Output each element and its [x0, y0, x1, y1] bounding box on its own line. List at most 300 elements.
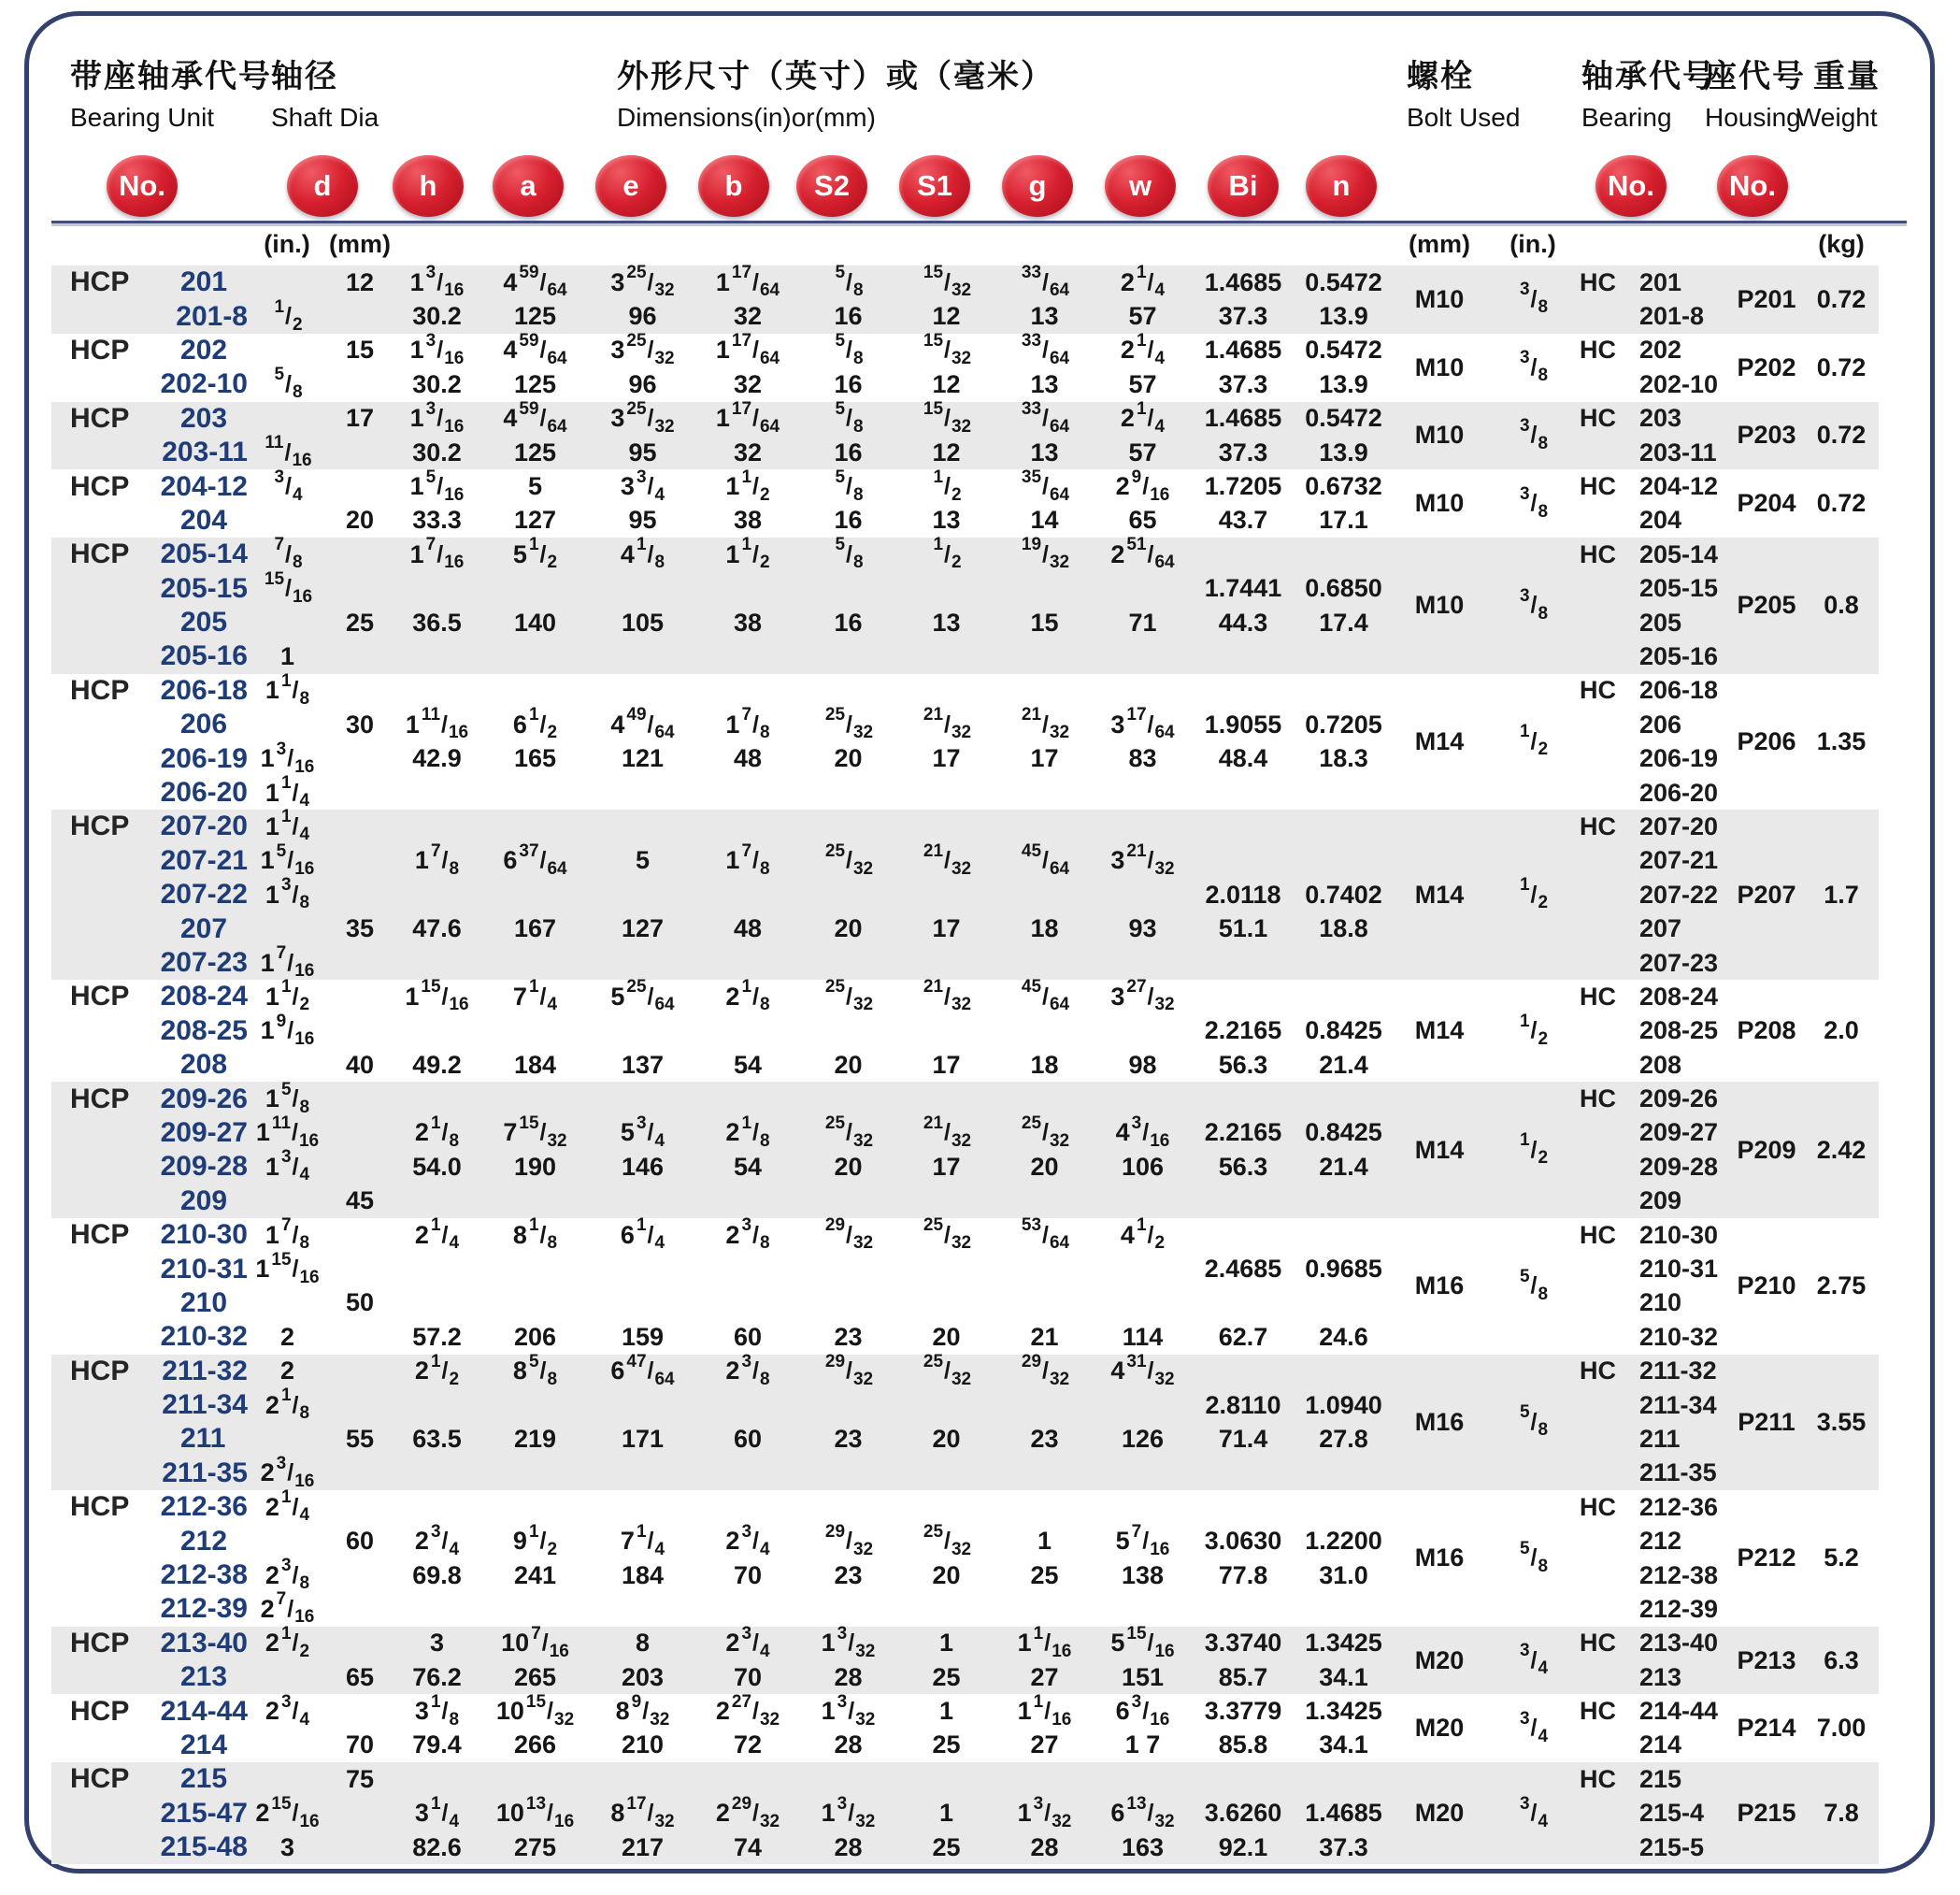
- header-weight: [1796, 56, 1881, 135]
- column-badge-d-1: [287, 155, 358, 217]
- bearing-group: [51, 807, 1879, 981]
- dim-g-mm-value: 27: [1030, 1730, 1059, 1759]
- dim-b-mm-value: 70: [733, 1662, 763, 1691]
- unit-code-prefix: HCP: [70, 1763, 130, 1795]
- bearing-code-number: 209-27: [1639, 1118, 1719, 1147]
- bolt-mm-value: M16: [1414, 1407, 1465, 1436]
- dim-b-in-value: 2 1 / 8: [725, 1113, 770, 1151]
- bearing-code: [1580, 1150, 1729, 1184]
- bearing-code: [1580, 1286, 1729, 1320]
- housing-no-value: P203: [1737, 421, 1796, 450]
- bearing-code-number: 211-34: [1639, 1390, 1717, 1419]
- column-badge-a-3: [493, 155, 564, 217]
- unit-code-number: 214-44: [160, 1695, 248, 1727]
- shaft-dia-in-value: 1 1 / 4: [265, 773, 310, 811]
- dim-bi-mm-value: 92.1: [1218, 1832, 1268, 1861]
- dim-b-in-value: 1 1 / 2: [725, 467, 770, 505]
- bearing-code: [1580, 538, 1729, 571]
- dim-s1-mm-value: 25: [932, 1832, 961, 1861]
- unit-code: [51, 708, 248, 741]
- unit-code-prefix: HCP: [70, 538, 130, 570]
- dim-n-in-value: 0.6732: [1305, 472, 1382, 501]
- unit-code-number: 208-25: [160, 1014, 248, 1046]
- bolt-in-value: 3 / 4: [1519, 1708, 1549, 1746]
- bearing-group: [51, 670, 1879, 811]
- header-bearing-no-en: Bearing: [1581, 103, 1672, 132]
- bearing-code-prefix: HC: [1580, 811, 1616, 840]
- bearing-code-number: 211-35: [1639, 1458, 1717, 1487]
- dim-h-in-value: 1 3 / 16: [409, 398, 465, 437]
- bolt-in-value: 5 / 8: [1519, 1402, 1549, 1441]
- dim-s1-in-value: 21 / 32: [923, 840, 972, 879]
- bearing-code: [1580, 299, 1729, 333]
- dim-e-in-value: 4 49 / 64: [610, 705, 675, 743]
- dim-n-in-value: 0.9685: [1305, 1255, 1382, 1284]
- dim-s2-mm-value: 23: [834, 1322, 863, 1351]
- dim-w-in-value: 2 1 / 4: [1120, 263, 1166, 301]
- bearing-code-number: 205-15: [1639, 574, 1719, 603]
- dim-b-mm-value: 60: [733, 1322, 763, 1351]
- dim-g-in-value: 45 / 64: [1021, 840, 1070, 879]
- bearing-code: [1580, 776, 1729, 810]
- bearing-code: [1580, 606, 1729, 639]
- dim-s2-mm-value: 16: [834, 506, 863, 535]
- unit-code-number: 201: [180, 266, 228, 298]
- dim-h-mm-value: 47.6: [412, 914, 462, 943]
- dim-e-in-value: 5: [635, 846, 651, 875]
- shaft-dia-in-value: 2 1 / 8: [265, 1385, 310, 1424]
- dim-n-in-value: 0.6850: [1305, 574, 1382, 603]
- dim-w-in-value: 4 1 / 2: [1120, 1215, 1166, 1254]
- bearing-code-prefix: HC: [1580, 267, 1616, 296]
- unit-code-prefix: HCP: [70, 811, 130, 842]
- table-body: [51, 263, 1879, 1864]
- dim-n-mm-value: 27.8: [1319, 1424, 1368, 1453]
- bearing-code: [1580, 1252, 1729, 1285]
- unit-code: [51, 1830, 248, 1864]
- housing-no-value: P208: [1737, 1016, 1796, 1045]
- dim-h-mm-value: 82.6: [412, 1832, 462, 1861]
- shaft-dia-in-value: 1 9 / 16: [260, 1011, 315, 1049]
- unit-code: [51, 266, 248, 299]
- dim-e-mm-value: 171: [621, 1424, 665, 1453]
- bearing-group: [51, 469, 1879, 538]
- units-label: (kg): [1818, 230, 1865, 258]
- badge-label: S2: [814, 169, 850, 202]
- bolt-in-value: 3 / 8: [1519, 348, 1549, 386]
- units-label: (in.): [264, 230, 310, 258]
- bearing-code: [1580, 1729, 1729, 1762]
- bearing-code-number: 212: [1639, 1527, 1682, 1556]
- bearing-code-prefix: HC: [1580, 404, 1616, 433]
- bearing-code-prefix: HC: [1580, 676, 1616, 705]
- unit-code: [51, 606, 248, 639]
- unit-code: [51, 1355, 248, 1388]
- bearing-code-prefix: HC: [1580, 1764, 1616, 1793]
- dim-s1-in-value: 1 / 2: [933, 535, 962, 573]
- unit-code-prefix: HCP: [70, 981, 130, 1012]
- column-badge-s1-7: [899, 155, 970, 217]
- bolt-in-value: 3 / 4: [1519, 1641, 1549, 1679]
- dim-a-mm-value: 190: [513, 1152, 557, 1181]
- dim-e-in-value: 5 3 / 4: [620, 1113, 665, 1151]
- shaft-dia-in-value: 1 7 / 8: [265, 1215, 310, 1254]
- dim-bi-in-value: 2.2165: [1204, 1016, 1282, 1045]
- dim-w-mm-value: 83: [1128, 744, 1157, 773]
- dim-b-mm-value: 60: [733, 1424, 763, 1453]
- unit-code-number: 215-48: [160, 1831, 248, 1863]
- dim-s2-mm-value: 16: [834, 369, 863, 398]
- dim-e-mm-value: 96: [628, 369, 657, 398]
- unit-code-number: 203: [180, 402, 228, 434]
- shaft-dia-in-value: 1 3 / 4: [265, 1147, 310, 1185]
- dim-w-mm-value: 106: [1121, 1152, 1165, 1181]
- dim-a-mm-value: 206: [513, 1322, 557, 1351]
- bearing-code: [1580, 1355, 1729, 1388]
- weight-value: 0.72: [1816, 352, 1867, 381]
- bearing-code-number: 202-10: [1639, 369, 1719, 398]
- bearing-code-number: 209: [1639, 1186, 1682, 1215]
- dim-e-in-value: 8 17 / 32: [610, 1793, 675, 1831]
- dim-s2-in-value: 29 / 32: [824, 1351, 874, 1389]
- unit-code: [51, 469, 248, 503]
- dim-b-mm-value: 32: [733, 369, 763, 398]
- dim-n-mm-value: 24.6: [1319, 1322, 1368, 1351]
- bolt-mm-value: M10: [1414, 352, 1465, 381]
- bearing-code-number: 209-26: [1639, 1084, 1719, 1113]
- housing-no-value: P201: [1737, 284, 1796, 313]
- dim-h-in-value: 1 3 / 16: [409, 263, 465, 301]
- dim-s1-in-value: 21 / 32: [923, 1113, 972, 1151]
- dim-s1-in-value: 1 / 2: [933, 467, 962, 505]
- column-badge-w-9: [1105, 155, 1176, 217]
- dim-g-mm-value: 17: [1030, 744, 1059, 773]
- unit-code: [51, 844, 248, 878]
- bearing-code-prefix: HC: [1580, 336, 1616, 365]
- dim-bi-in-value: 3.3740: [1204, 1629, 1282, 1658]
- shaft-dia-in-value: 5 / 8: [274, 365, 303, 403]
- bearing-code: [1580, 266, 1729, 299]
- bearing-code: [1580, 469, 1729, 503]
- housing-no-value: P206: [1737, 726, 1796, 755]
- dim-g-mm-value: 21: [1030, 1322, 1059, 1351]
- dim-b-in-value: 2 27 / 32: [715, 1691, 780, 1730]
- badge-label: b: [724, 169, 743, 202]
- dim-b-in-value: 1 7 / 8: [725, 705, 770, 743]
- unit-code-number: 209: [180, 1184, 228, 1216]
- bearing-code-number: 210-30: [1639, 1220, 1719, 1249]
- bearing-group: [51, 1079, 1879, 1218]
- header-bearing-unit-zh: 带座轴承代号: [70, 59, 272, 94]
- housing-no-value: P204: [1737, 489, 1796, 518]
- column-badge-n-11: [1306, 155, 1377, 217]
- dim-a-in-value: 8 1 / 8: [512, 1215, 558, 1254]
- dim-n-mm-value: 18.8: [1319, 914, 1368, 943]
- dim-w-in-value: 4 3 / 16: [1115, 1113, 1170, 1151]
- dim-a-mm-value: 266: [513, 1730, 557, 1759]
- bearing-code: [1580, 1558, 1729, 1592]
- dim-bi-in-value: 2.4685: [1204, 1255, 1282, 1284]
- dim-s2-mm-value: 16: [834, 608, 863, 637]
- dim-bi-in-value: 3.0630: [1204, 1527, 1282, 1556]
- bearing-code: [1580, 1218, 1729, 1252]
- unit-code: [51, 1252, 248, 1285]
- dim-w-in-value: 6 3 / 16: [1115, 1691, 1170, 1730]
- dim-h-in-value: 2 1 / 2: [414, 1351, 460, 1389]
- dim-e-in-value: 4 1 / 8: [620, 535, 665, 573]
- unit-code-prefix: HCP: [70, 674, 130, 706]
- housing-no-value: P212: [1737, 1543, 1796, 1572]
- dim-g-in-value: 33 / 64: [1021, 263, 1070, 301]
- unit-code-number: 210-30: [160, 1219, 248, 1251]
- dim-s1-in-value: 25 / 32: [923, 1215, 972, 1254]
- dim-s1-in-value: 15 / 32: [923, 330, 972, 368]
- dim-h-in-value: 2 1 / 8: [414, 1113, 460, 1151]
- dim-s2-in-value: 5 / 8: [835, 535, 864, 573]
- dim-e-mm-value: 95: [628, 438, 657, 467]
- weight-value: 3.55: [1816, 1407, 1867, 1436]
- dim-e-in-value: 3 25 / 32: [610, 330, 675, 368]
- dim-b-mm-value: 54: [733, 1152, 763, 1181]
- dim-bi-mm-value: 43.7: [1218, 506, 1268, 535]
- unit-code-prefix: HCP: [70, 470, 130, 502]
- unit-code-prefix: HCP: [70, 1491, 130, 1523]
- column-badge-e-4: [595, 155, 666, 217]
- dim-w-mm-value: 151: [1121, 1662, 1165, 1691]
- bearing-group: [51, 1762, 1879, 1864]
- unit-code: [51, 402, 248, 436]
- dim-s2-in-value: 25 / 32: [824, 1113, 874, 1151]
- dim-b-mm-value: 32: [733, 438, 763, 467]
- dim-a-in-value: 5: [527, 472, 543, 501]
- bearing-code: [1580, 334, 1729, 367]
- unit-code: [51, 1014, 248, 1048]
- dim-h-in-value: 3 1 / 4: [414, 1793, 460, 1831]
- unit-code-number: 211-32: [162, 1355, 248, 1386]
- dim-a-in-value: 4 59 / 64: [503, 263, 567, 301]
- dim-a-mm-value: 127: [513, 506, 557, 535]
- shaft-dia-in-value: 2: [279, 1357, 295, 1385]
- bearing-group: [51, 1351, 1879, 1491]
- dim-s2-in-value: 25 / 32: [824, 840, 874, 879]
- dim-g-mm-value: 13: [1030, 438, 1059, 467]
- unit-code: [51, 1490, 248, 1524]
- dim-g-in-value: 1 3 / 32: [1017, 1793, 1072, 1831]
- dim-n-mm-value: 34.1: [1319, 1662, 1368, 1691]
- header-weight-en: Weight: [1796, 103, 1878, 132]
- bearing-code-number: 205: [1639, 608, 1682, 637]
- housing-no-value: P213: [1737, 1645, 1796, 1674]
- dim-bi-mm-value: 77.8: [1218, 1560, 1268, 1589]
- badge-label: No.: [119, 169, 165, 202]
- dim-e-in-value: 6 47 / 64: [610, 1351, 675, 1389]
- dim-s1-in-value: 25 / 32: [923, 1351, 972, 1389]
- dim-w-in-value: 3 17 / 64: [1110, 705, 1175, 743]
- bearing-code-number: 212-36: [1639, 1492, 1719, 1521]
- bearing-code-number: 208: [1639, 1050, 1682, 1079]
- bearing-code-number: 212-38: [1639, 1560, 1719, 1589]
- header-housing-no-en: Housing: [1705, 103, 1801, 132]
- unit-code-prefix: HCP: [70, 266, 130, 298]
- dim-n-in-value: 1.3425: [1305, 1697, 1382, 1726]
- bearing-group: [51, 977, 1879, 1082]
- bearing-code-number: 203-11: [1639, 438, 1717, 467]
- dim-bi-mm-value: 71.4: [1218, 1424, 1268, 1453]
- shaft-dia-mm-value: 17: [345, 404, 375, 433]
- badge-label: g: [1028, 169, 1047, 202]
- dim-a-mm-value: 140: [513, 608, 557, 637]
- bearing-code-number: 201: [1639, 267, 1682, 296]
- weight-value: 1.35: [1816, 726, 1867, 755]
- dim-a-mm-value: 184: [513, 1050, 557, 1079]
- shaft-dia-in-value: 3 / 4: [274, 467, 303, 505]
- dim-s2-in-value: 5 / 8: [835, 467, 864, 505]
- dim-n-in-value: 1.4685: [1305, 1799, 1382, 1828]
- shaft-dia-in-value: 1: [279, 641, 295, 670]
- dim-n-mm-value: 21.4: [1319, 1152, 1368, 1181]
- dim-s1-in-value: 1: [938, 1629, 954, 1658]
- dim-n-mm-value: 13.9: [1319, 302, 1368, 331]
- bearing-code: [1580, 1830, 1729, 1864]
- bearing-code: [1580, 1762, 1729, 1796]
- dim-s1-mm-value: 20: [932, 1560, 961, 1589]
- dim-w-in-value: 2 9 / 16: [1115, 467, 1170, 505]
- dim-e-in-value: 3 25 / 32: [610, 263, 675, 301]
- dim-bi-mm-value: 51.1: [1218, 914, 1268, 943]
- weight-value: 5.2: [1824, 1543, 1859, 1572]
- unit-code-number: 206: [180, 709, 228, 740]
- shaft-dia-in-value: 11 / 16: [265, 433, 312, 471]
- dim-h-in-value: 1 15 / 16: [405, 977, 469, 1015]
- bearing-code-prefix: HC: [1580, 1357, 1616, 1385]
- dim-s1-in-value: 25 / 32: [923, 1521, 972, 1559]
- bolt-mm-value: M10: [1414, 591, 1465, 620]
- header-bearing-unit-en: Bearing Unit: [70, 103, 215, 132]
- unit-code-number: 210-32: [160, 1321, 248, 1353]
- bearing-code: [1580, 1457, 1729, 1490]
- bearing-code-prefix: HC: [1580, 1492, 1616, 1521]
- bearing-group: [51, 263, 1879, 335]
- unit-code-number: 204: [180, 504, 228, 536]
- badge-label: No.: [1729, 169, 1776, 202]
- dim-a-in-value: 9 1 / 2: [512, 1521, 558, 1559]
- unit-code: [51, 1218, 248, 1252]
- dim-s1-mm-value: 17: [932, 1050, 961, 1079]
- bearing-code: [1580, 1524, 1729, 1558]
- dim-e-in-value: 3 3 / 4: [620, 467, 665, 505]
- unit-code: [51, 1388, 248, 1422]
- unit-code-number: 203-11: [162, 437, 248, 468]
- bearing-code-number: 208-24: [1639, 982, 1719, 1011]
- unit-code-number: 212-38: [160, 1559, 248, 1591]
- unit-code-number: 205-15: [160, 572, 248, 604]
- dim-b-in-value: 2 1 / 8: [725, 977, 770, 1015]
- dim-w-mm-value: 126: [1121, 1424, 1165, 1453]
- shaft-dia-in-value: 1 5 / 8: [265, 1079, 310, 1117]
- bearing-code: [1580, 1048, 1729, 1082]
- unit-code: [51, 639, 248, 673]
- dim-a-mm-value: 241: [513, 1560, 557, 1589]
- dim-e-mm-value: 159: [621, 1322, 665, 1351]
- header-dimensions-zh: 外形尺寸（英寸）或（毫米）: [617, 59, 1054, 94]
- unit-code: [51, 1184, 248, 1218]
- column-badge-no-0: [107, 155, 178, 217]
- weight-value: 1.7: [1824, 880, 1859, 909]
- dim-s1-in-value: 21 / 32: [923, 977, 972, 1015]
- dim-h-in-value: 2 1 / 4: [414, 1215, 460, 1254]
- header-weight-zh: 重量: [1813, 59, 1881, 94]
- dim-bi-in-value: 1.4685: [1204, 267, 1282, 296]
- bearing-code-prefix: HC: [1580, 1697, 1616, 1726]
- bolt-in-value: 3 / 8: [1519, 415, 1549, 453]
- dim-h-mm-value: 49.2: [412, 1050, 462, 1079]
- dim-w-in-value: 5 7 / 16: [1115, 1521, 1170, 1559]
- bearing-group: [51, 1623, 1879, 1695]
- unit-code: [51, 776, 248, 810]
- bearing-code-number: 208-25: [1639, 1016, 1719, 1045]
- dim-bi-in-value: 1.9055: [1204, 710, 1282, 739]
- housing-no-value: P210: [1737, 1271, 1796, 1300]
- header-dimensions-en: Dimensions(in)or(mm): [617, 103, 876, 132]
- bearing-group: [51, 1215, 1879, 1355]
- dim-s1-mm-value: 25: [932, 1730, 961, 1759]
- bearing-code-number: 211-32: [1639, 1357, 1717, 1385]
- unit-code: [51, 1150, 248, 1184]
- unit-code: [51, 334, 248, 367]
- shaft-dia-mm-value: 12: [345, 267, 375, 296]
- header-bearing-no: [1581, 56, 1716, 135]
- dim-b-mm-value: 70: [733, 1560, 763, 1589]
- unit-code-number: 215-47: [160, 1797, 248, 1829]
- header-bolt-used-en: Bolt Used: [1407, 103, 1521, 132]
- dim-w-mm-value: 57: [1128, 438, 1157, 467]
- housing-no-value: P209: [1737, 1135, 1796, 1164]
- unit-code: [51, 367, 248, 401]
- bearing-code: [1580, 1388, 1729, 1422]
- dim-w-mm-value: 65: [1128, 506, 1157, 535]
- dim-b-mm-value: 54: [733, 1050, 763, 1079]
- housing-no-value: P202: [1737, 352, 1796, 381]
- dim-b-in-value: 1 17 / 64: [715, 263, 780, 301]
- bearing-code: [1580, 1320, 1729, 1354]
- dim-h-mm-value: 69.8: [412, 1560, 462, 1589]
- unit-code: [51, 946, 248, 980]
- bearing-code-number: 215-4: [1639, 1799, 1705, 1828]
- dim-w-mm-value: 57: [1128, 369, 1157, 398]
- bearing-code: [1580, 1592, 1729, 1626]
- dim-g-mm-value: 18: [1030, 914, 1059, 943]
- shaft-dia-in-value: 1 3 / 8: [265, 875, 310, 913]
- dim-s1-mm-value: 12: [932, 438, 961, 467]
- bearing-code: [1580, 1014, 1729, 1048]
- units-label: (in.): [1509, 230, 1556, 258]
- unit-code: [51, 1048, 248, 1082]
- bearing-code-number: 207-22: [1639, 880, 1719, 909]
- dim-n-in-value: 0.8425: [1305, 1118, 1382, 1147]
- bearing-code-number: 201-8: [1639, 302, 1705, 331]
- dim-s1-mm-value: 17: [932, 744, 961, 773]
- unit-code-number: 212: [180, 1525, 228, 1557]
- dim-a-mm-value: 165: [513, 744, 557, 773]
- unit-code-number: 206-18: [160, 674, 248, 706]
- dim-s2-in-value: 25 / 32: [824, 705, 874, 743]
- badge-label: h: [419, 169, 437, 202]
- header-rule: [51, 221, 1907, 226]
- dim-h-in-value: 1 7 / 16: [409, 535, 465, 573]
- badge-label: e: [622, 169, 639, 202]
- bolt-in-value: 3 / 4: [1519, 1793, 1549, 1831]
- bearing-code: [1580, 912, 1729, 945]
